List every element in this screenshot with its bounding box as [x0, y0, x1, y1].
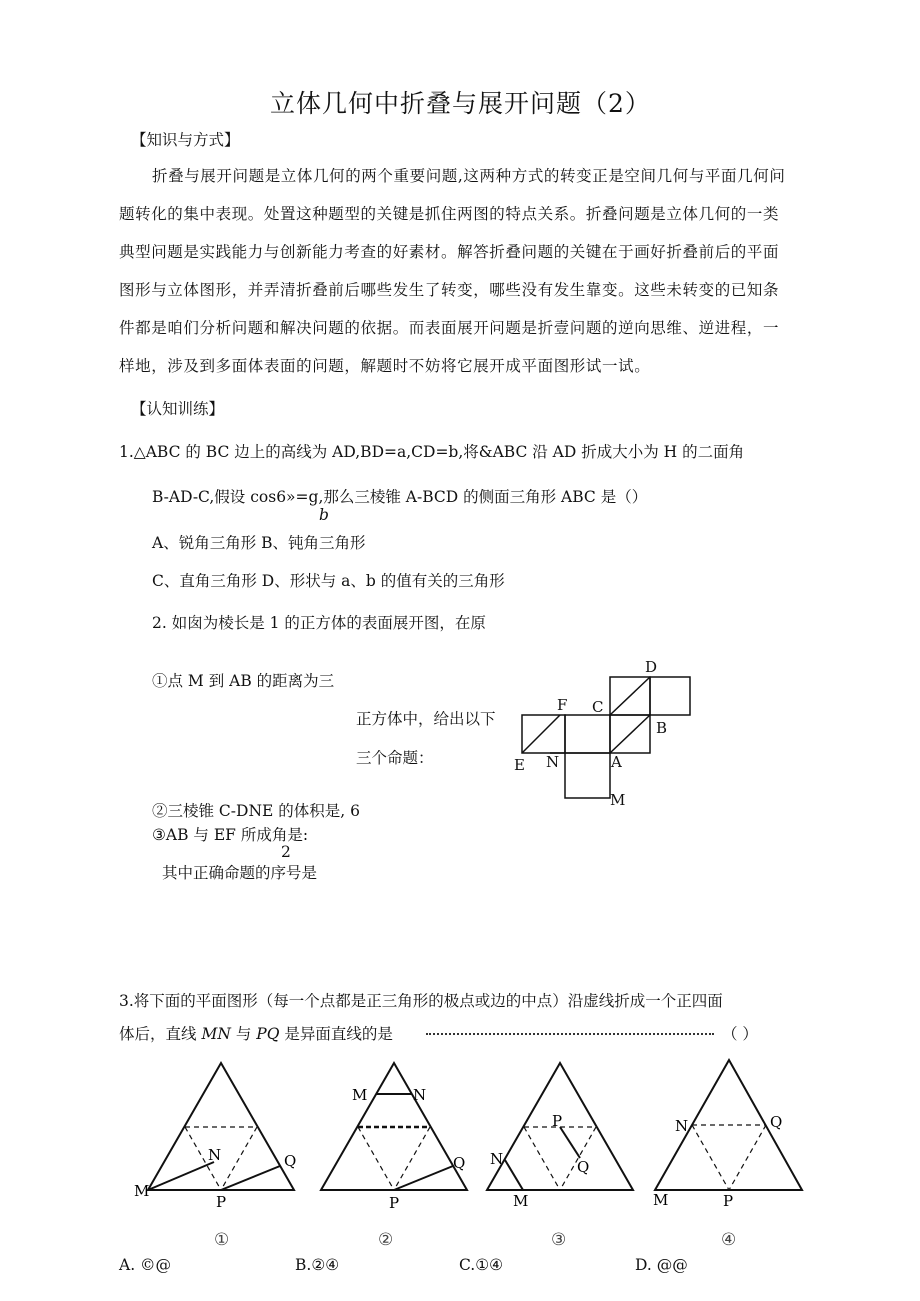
q3-line-pq: PQ: [256, 1025, 280, 1043]
q2-stem-line-2: 正方体中，给出以下: [356, 710, 496, 728]
fig4-label-q: Q: [770, 1113, 783, 1131]
q3-stem-line-1: 3.将下面的平面图形（每一个点都是正三角形的极点或边的中点）沿虚线折成一个正四面: [119, 992, 723, 1010]
fig1-caption: ①: [214, 1230, 230, 1250]
fig3-label-n: N: [490, 1150, 504, 1168]
fig2-segment-pq: [394, 1166, 453, 1190]
fig4-fold-left: [692, 1125, 729, 1190]
q1-fraction-denominator: b: [319, 506, 329, 524]
fig2-fold-right: [394, 1127, 430, 1190]
triangle-figure-2: [321, 1063, 467, 1250]
fig3-caption: ③: [551, 1230, 567, 1250]
q3-option-a: A. ©@: [119, 1256, 172, 1274]
fig1-label-p: P: [216, 1193, 227, 1211]
fig4-label-m: M: [653, 1191, 669, 1209]
triangle-figure-3: [487, 1063, 633, 1250]
q2-stem-line-1: 2. 如囱为棱长是 1 的正方体的表面展开图，在原: [152, 614, 486, 632]
q2-proposition-3: ③AB 与 EF 所成角是:: [152, 826, 309, 844]
fig4-label-p: P: [723, 1192, 734, 1210]
q2-question: 其中正确命题的序号是: [162, 864, 318, 882]
intro-line-5: 件都是咱们分析问题和解决问题的依据。而表面展开问题是折壹问题的逆向思维、逆进程，一: [119, 319, 780, 337]
q3-line-mn: MN: [201, 1025, 231, 1043]
net-label-e: E: [514, 756, 525, 774]
q3-figures: [120, 1050, 820, 1260]
net-diagonal-ef: [522, 715, 560, 753]
triangle-figure-4: [653, 1060, 802, 1250]
section-heading-method: 【知识与方式】: [131, 131, 240, 149]
fig1-segment-pq: [221, 1166, 280, 1190]
fig1-fold-right: [221, 1127, 257, 1190]
q3-stem-suffix: 是异面直线的是: [284, 1025, 393, 1043]
cube-net-figure: [505, 655, 705, 815]
q3-option-d: D. @@: [635, 1256, 688, 1274]
fig1-segment-mn: [148, 1162, 214, 1190]
fig2-fold-left: [358, 1127, 394, 1190]
intro-line-4: 图形与立体图形，并弄清折叠前后哪些发生了转变，哪些没有发生靠变。这些未转变的已知条: [119, 281, 780, 299]
q2-proposition-3-subscript: 2: [281, 843, 291, 861]
q3-leader-dots: [426, 1033, 714, 1035]
intro-line-1: 折叠与展开问题是立体几何的两个重要问题,这两种方式的转变正是空间几何与平面几何问: [152, 167, 786, 185]
net-label-m: M: [610, 791, 626, 809]
fig3-fold-left: [524, 1127, 560, 1190]
q2-stem-line-3: 三个命题：: [356, 749, 434, 767]
q1-stem-line-2: B-AD-C,假设 cos6»=g,那么三棱锥 A-BCD 的侧面三角形 ABC 是（）: [152, 488, 648, 506]
fig2-label-n: N: [413, 1086, 427, 1104]
net-label-a: A: [611, 753, 622, 771]
q2-proposition-1: ①点 M 到 AB 的距离为三: [152, 672, 335, 690]
net-label-n: N: [546, 753, 560, 771]
fig4-label-n: N: [675, 1117, 689, 1135]
q3-stem-line-2: [119, 1024, 393, 1044]
net-label-b: B: [656, 719, 668, 737]
fig1-label-q: Q: [284, 1152, 297, 1170]
fig3-label-m: M: [513, 1192, 529, 1210]
fig3-segment-mn: [505, 1160, 523, 1190]
net-label-c: C: [592, 698, 604, 716]
net-face-left-upper: [565, 715, 610, 753]
net-diagonal-ab: [610, 715, 650, 753]
intro-line-6: 样地，涉及到多面体表面的问题，解题时不妨将它展开成平面图形试一试。: [119, 357, 651, 375]
fig2-label-q: Q: [453, 1154, 466, 1172]
net-face-top-right: [650, 677, 690, 715]
fig3-label-q: Q: [577, 1158, 590, 1176]
page-title: 立体几何中折叠与展开问题（2）: [270, 89, 651, 118]
q3-option-b: B.②④: [295, 1256, 340, 1274]
fig2-caption: ②: [378, 1230, 394, 1250]
fig1-label-n: N: [208, 1146, 222, 1164]
q1-stem-line-1: 1.△ABC 的 BC 边上的高线为 AD,BD=a,CD=b,将&ABC 沿 AD 折成大小为 H 的二面角: [119, 443, 745, 461]
intro-line-2: 题转化的集中表现。处置这种题型的关键是抓住两图的特点关系。折叠问题是立体几何的一类: [119, 205, 780, 223]
fig2-label-m: M: [352, 1086, 368, 1104]
fig3-label-p: P: [552, 1112, 563, 1130]
fig4-caption: ④: [721, 1230, 737, 1250]
q1-options-cd: C、直角三角形 D、形状与 a、b 的值有关的三角形: [152, 572, 505, 590]
fig3-segment-pq: [560, 1127, 580, 1158]
q3-stem-mid: 与: [235, 1025, 257, 1043]
q3-answer-bracket: （ ）: [722, 1025, 758, 1043]
q2-proposition-2: ②三棱锥 C-DNE 的体积是, 6: [152, 802, 360, 820]
q3-option-c: C.①④: [459, 1256, 504, 1274]
fig1-label-m: M: [134, 1182, 150, 1200]
section-heading-training: 【认知训练】: [131, 400, 225, 418]
net-label-f: F: [557, 696, 568, 714]
fig4-fold-right: [729, 1125, 766, 1190]
triangle-figure-1: [134, 1063, 296, 1250]
q1-options-ab: A、锐角三角形 B、钝角三角形: [152, 534, 366, 552]
q3-stem-prefix: 体后，直线: [119, 1025, 197, 1043]
intro-line-3: 典型问题是实践能力与创新能力考查的好素材。解答折叠问题的关键在于画好折叠前后的平面: [119, 243, 780, 261]
fig2-label-p: P: [389, 1194, 400, 1212]
net-diagonal-cd: [610, 677, 650, 715]
net-label-d: D: [645, 658, 658, 676]
net-face-m: [565, 753, 610, 798]
